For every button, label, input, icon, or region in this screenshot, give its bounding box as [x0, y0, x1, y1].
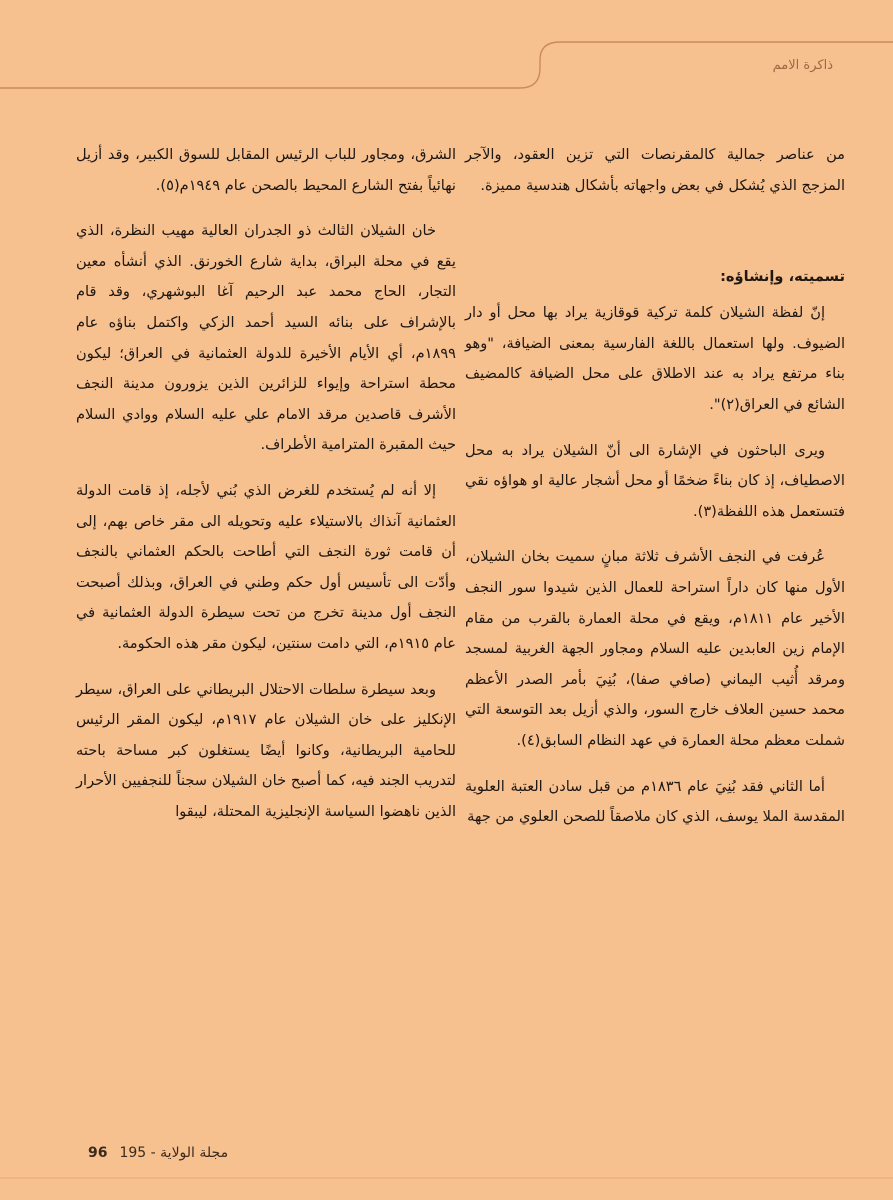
paragraph: إنّ لفظة الشيلان كلمة تركية قوقازية يراد بها محل أو دار الضيوف. ولها استعمال باللغة الفارسية بمعنى الضيافة، "وهو بناء مرتفع يراد به عند الاطلاق على محل الضيافة كالمضيف الشائع في العراق(٢)".	[465, 304, 845, 413]
section-heading: تسميته، وإنشاؤه:	[720, 268, 845, 286]
paragraph: أما الثاني فقد بُنِيَ عام ١٨٣٦م من قبل سادن العتبة العلوية المقدسة الملا يوسف، الذي كان ملاصقاً للصحن العلوي من جهة	[465, 777, 845, 826]
left-column	[76, 140, 456, 842]
right-column	[465, 140, 845, 848]
paragraph: وبعد سيطرة سلطات الاحتلال البريطاني على العراق، سيطر الإنكليز على خان الشيلان عام ١٩١٧م، ليكون المقر الرئيس للحامية البريطانية، وكانوا أيضًا يستغلون كبر مساحة باحته لتدريب الجند فيه، كما أصبح خان الشيلان سجناً للنجفيين الأحرار الذين ناهضوا السياسة الإنجليزية المحتلة، ليبقوا	[76, 680, 456, 820]
paragraph: الشرق، ومجاور للباب الرئيس المقابل للسوق الكبير، وقد أزيل نهائياً بفتح الشارع المحيط بالصحن عام ١٩٤٩م(٥).	[76, 146, 456, 194]
paragraph: خان الشيلان الثالث ذو الجدران العالية مهيب النظرة، الذي يقع في محلة البراق، بداية شارع الخورنق. الذي أنشأه معين التجار، الحاج محمد عبد الرحيم آغا البوشهري، وقد قام بالإشراف على بنائه السيد أحمد الزكي واكتمل بناؤه عام ١٨٩٩م، أي الأيام الأخيرة للدولة العثمانية في العراق؛ ليكون محطة استراحة وإيواء للزائرين الذين يزورون مدينة النجف الأشرف قاصدين مرقد الامام علي عليه السلام ووادي السلام حيث المقبرة المترامية الأطراف.	[76, 222, 456, 454]
paragraph: إلا أنه لم يُستخدم للغرض الذي بُني لأجله، إذ قامت الدولة العثمانية آنذاك بالاستيلاء عليه وتحويله الى مقر خاص بهم، إلى أن قامت ثورة النجف التي أطاحت بالحكم العثماني بالنجف وأدّت الى تأسيس أول حكم وطني في العراق، وبذلك أصبحت النجف أول مدينة تخرج من تحت سيطرة الدولة العثمانية في عام ١٩١٥م، التي دامت سنتين، ليكون مقر هذه الحكومة.	[76, 481, 456, 652]
paragraph-intro: من عناصر جمالية كالمقرنصات التي تزين العقود، والآجر المزجج الذي يُشكل في بعض واجهاته بأشكال هندسية مميزة.	[465, 146, 845, 194]
spacer	[465, 216, 845, 262]
page-number: 96	[88, 1145, 108, 1161]
header-rule	[0, 42, 893, 88]
paragraph: ويرى الباحثون في الإشارة الى أنّ الشيلان يراد به محل الاصطياف، إذ كان بناءً ضخمًا أو محل أشجار عالية او هواؤه نقي فتستعمل هذه اللفظة(٣).	[465, 441, 845, 520]
page-footer	[88, 1145, 228, 1161]
section-title: ذاكرة الامم	[772, 58, 833, 73]
paragraph: عُرفت في النجف الأشرف ثلاثة مبانٍ سميت بخان الشيلان، الأول منها كان داراً استراحة للعمال الذين شيدوا سور النجف الأخير عام ١٨١١م، ويقع في محلة العمارة بالقرب من مقام الإمام زين العابدين عليه السلام ومجاور الجهة الغربية لمسجد ومرقد أُثيب اليماني (صافي صفا)، بُنِيَ بأمر الصدر الأعظم محمد حسين العلاف خارج السور، والذي أزيل بعد التوسعة التي شملت معظم محلة العمارة في عهد النظام السابق(٤).	[465, 548, 845, 749]
magazine-name: مجلة الولاية - 195	[119, 1145, 229, 1161]
